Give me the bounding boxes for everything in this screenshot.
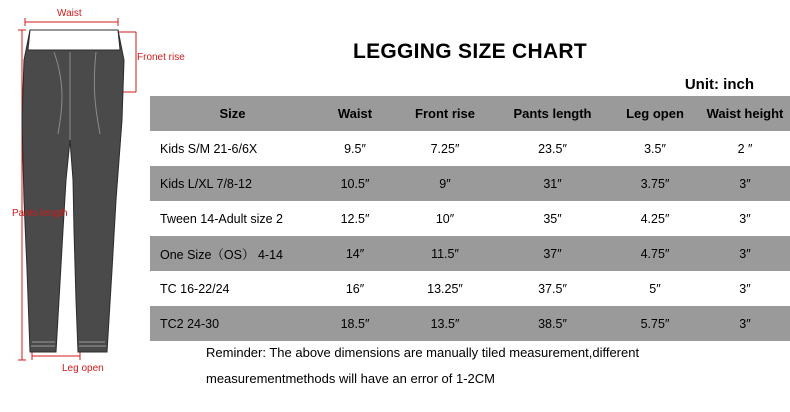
table-row <box>150 201 790 236</box>
cell-pants-length: 31″ <box>495 166 610 201</box>
reminder-note <box>206 340 766 392</box>
reminder-line-2: measurementmethods will have an error of 1-2CM <box>206 371 496 386</box>
table-row <box>150 306 790 341</box>
leg-open-measure-line <box>32 352 80 360</box>
cell-waist: 14″ <box>315 236 395 271</box>
unit-label: Unit: inch <box>684 76 754 93</box>
table-row <box>150 271 790 306</box>
cell-waist-height: 2 ″ <box>700 131 790 166</box>
column-header-waist: Waist <box>315 96 395 131</box>
cell-leg-open: 3.75″ <box>610 166 700 201</box>
legging-body <box>22 30 124 352</box>
annotation-leg-open: Leg open <box>62 363 104 374</box>
cell-leg-open: 3.5″ <box>610 131 700 166</box>
cell-pants-length: 23.5″ <box>495 131 610 166</box>
cell-size: Kids S/M 21-6/6X <box>150 131 315 166</box>
cell-waist: 12.5″ <box>315 201 395 236</box>
cell-front-rise: 13.5″ <box>395 306 495 341</box>
column-header-front-rise: Front rise <box>395 96 495 131</box>
size-table <box>150 96 790 341</box>
cell-pants-length: 35″ <box>495 201 610 236</box>
size-table-header <box>150 96 790 131</box>
cell-front-rise: 11.5″ <box>395 236 495 271</box>
cell-pants-length: 38.5″ <box>495 306 610 341</box>
cell-size: Kids L/XL 7/8-12 <box>150 166 315 201</box>
waistband <box>28 30 120 50</box>
cell-size: One Size（OS） 4-14 <box>150 236 315 271</box>
cell-waist-height: 3″ <box>700 306 790 341</box>
cell-pants-length: 37.5″ <box>495 271 610 306</box>
cell-waist: 16″ <box>315 271 395 306</box>
cell-size: TC2 24-30 <box>150 306 315 341</box>
cell-front-rise: 9″ <box>395 166 495 201</box>
column-header-waist-height: Waist height <box>700 96 790 131</box>
cell-waist-height: 3″ <box>700 236 790 271</box>
annotation-waist: Waist <box>57 8 82 19</box>
cell-waist-height: 3″ <box>700 271 790 306</box>
size-table-body <box>150 131 790 341</box>
cell-size: TC 16-22/24 <box>150 271 315 306</box>
cell-leg-open: 5.75″ <box>610 306 700 341</box>
cell-waist: 18.5″ <box>315 306 395 341</box>
column-header-size: Size <box>150 96 315 131</box>
page-title: LEGGING SIZE CHART <box>352 40 588 63</box>
table-row <box>150 131 790 166</box>
reminder-line-1: Reminder: The above dimensions are manually tiled measurement,different <box>206 345 640 360</box>
cell-pants-length: 37″ <box>495 236 610 271</box>
cell-front-rise: 7.25″ <box>395 131 495 166</box>
chart-content <box>150 0 790 412</box>
table-row <box>150 166 790 201</box>
cell-waist-height: 3″ <box>700 166 790 201</box>
cell-waist: 10.5″ <box>315 166 395 201</box>
waist-measure-line <box>25 18 118 26</box>
table-header-row <box>150 96 790 131</box>
cell-size: Tween 14-Adult size 2 <box>150 201 315 236</box>
annotation-front-rise: Fronet rise <box>137 52 185 63</box>
cell-front-rise: 13.25″ <box>395 271 495 306</box>
column-header-leg-open: Leg open <box>610 96 700 131</box>
cell-leg-open: 4.25″ <box>610 201 700 236</box>
cell-front-rise: 10″ <box>395 201 495 236</box>
annotation-pants-length: Pants length <box>12 208 68 219</box>
cell-leg-open: 5″ <box>610 271 700 306</box>
table-row <box>150 236 790 271</box>
cell-waist: 9.5″ <box>315 131 395 166</box>
column-header-pants-length: Pants length <box>495 96 610 131</box>
cell-waist-height: 3″ <box>700 201 790 236</box>
cell-leg-open: 4.75″ <box>610 236 700 271</box>
